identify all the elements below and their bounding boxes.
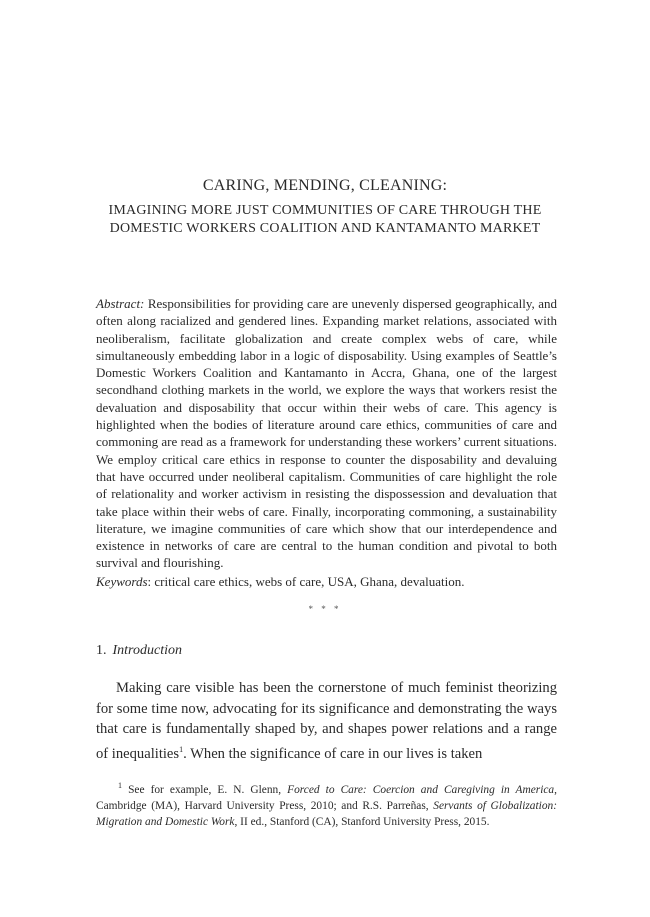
section-number: 1. — [96, 643, 107, 658]
article-title-block — [80, 176, 570, 238]
footnote-text-2: , Cambridge (MA), Harvard University Press, 2010; and R.S. Parreñas, — [96, 783, 557, 812]
abstract-label: Abstract: — [96, 296, 145, 311]
section-heading — [96, 642, 182, 660]
footnote-reference[interactable]: 1 — [179, 744, 184, 754]
abstract-paragraph — [96, 295, 557, 572]
footnote-text-3: , II ed., Stanford (CA), Stanford University Press, 2015. — [234, 815, 490, 828]
section-separator: * * * — [308, 604, 342, 614]
intro-text: Making care visible has been the cornerstone of much feminist theorizing for some time now, advocating for its significance and demonstrating the ways that care is fundamentally shaped by, and shapes power relations and a range of inequalities — [96, 680, 557, 762]
intro-text-continued: . When the significance of care in our lives is taken — [183, 745, 483, 762]
section-title: Introduction — [112, 643, 182, 658]
footnote — [96, 778, 557, 830]
footnote-marker: 1 — [118, 781, 122, 790]
abstract-text: Responsibilities for providing care are unevenly dispersed geographically, and often along racialized and gendered lines. Expanding market relations, associated with neoliberalism, facilitate globalization and create complex webs of care, while simultaneously embedding labor in a logic of disposability. Using examples of Seattle’s Domestic Workers Coalition and Kantamanto in Accra, Ghana, one of the largest secondhand clothing markets in the world, we explore the ways that workers resist the devaluation and disposability that occur within their webs of care. This agency is highlighted when the bodies of literature around care ethics, communities of care and commoning are read as a framework for understanding these workers’ current situations. We employ critical care ethics in response to counter the disposability and devaluing that have occurred under neoliberal capitalism. Communities of care highlight the role of relationality and worker activism in resisting the dispossession and devaluation that take place within their webs of care. Finally, incorporating commoning, a sustainability literature, we imagine communities of care which show that our interdependence and existence in networks of care are central to the human condition and pivotal to both survival and flourishing. — [96, 296, 558, 571]
article-title: CARING, MENDING, CLEANING: — [202, 177, 448, 194]
footnote-text-1: See for example, E. N. Glenn, — [128, 783, 288, 796]
article-subtitle: IMAGINING MORE JUST COMMUNITIES OF CARE THROUGH THE DOMESTIC WORKERS COALITION AND KANTAMANTO MARKET — [108, 203, 542, 236]
keywords-label: Keywords — [96, 574, 148, 589]
keywords-line — [96, 573, 557, 590]
footnote-book-title-2: Servants of Globalization: Migration and Domestic Work — [96, 799, 557, 828]
intro-paragraph — [96, 678, 557, 764]
footnote-book-title-1: Forced to Care: Coercion and Caregiving in America — [287, 783, 555, 796]
keywords-text: : critical care ethics, webs of care, USA, Ghana, devaluation. — [147, 574, 465, 589]
